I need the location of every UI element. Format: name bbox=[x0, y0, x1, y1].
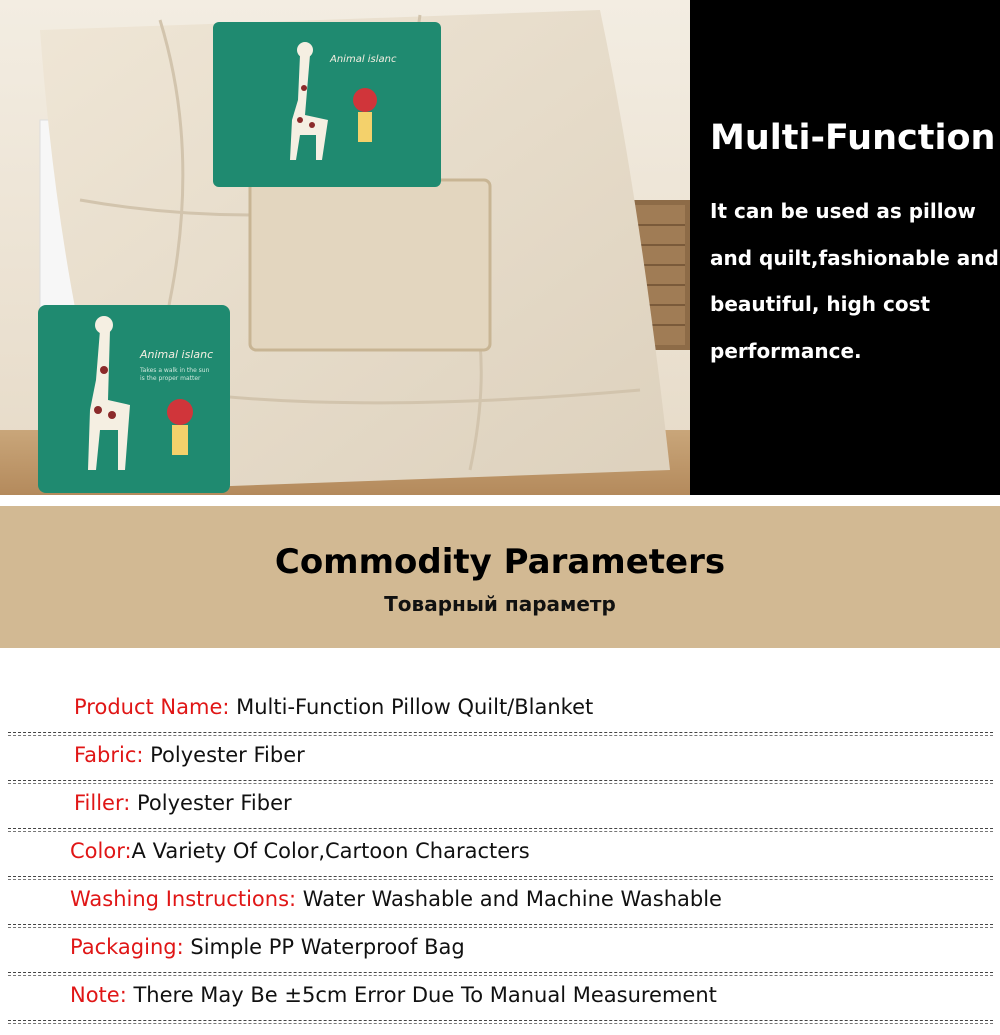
param-label: Note: bbox=[70, 983, 127, 1007]
param-label: Product Name: bbox=[74, 695, 230, 719]
cover-brand: Animal islanc bbox=[330, 54, 397, 65]
feature-line: performance. bbox=[710, 338, 862, 363]
param-label: Filler: bbox=[74, 791, 131, 815]
feature-line: beautiful, high cost bbox=[710, 292, 931, 316]
parameters-banner bbox=[0, 506, 1000, 648]
param-value: Simple PP Waterproof Bag bbox=[183, 935, 465, 959]
feature-line: and quilt,fashionable and bbox=[710, 245, 999, 270]
param-label: Packaging: bbox=[70, 935, 184, 959]
param-row-note bbox=[8, 973, 993, 1021]
feature-panel bbox=[690, 0, 1000, 495]
param-row-product-name bbox=[8, 685, 993, 733]
param-row-packaging bbox=[8, 925, 993, 973]
feature-description bbox=[710, 188, 1000, 374]
param-value: A Variety Of Color,Cartoon Characters bbox=[131, 839, 530, 863]
banner-title: Commodity Parameters bbox=[274, 542, 726, 582]
param-row-fabric bbox=[8, 733, 993, 781]
feature-title: Multi-Function bbox=[710, 118, 996, 158]
param-row-color bbox=[8, 829, 993, 877]
param-row-washing bbox=[8, 877, 993, 925]
param-value: Polyester Fiber bbox=[130, 791, 292, 815]
param-value: Polyester Fiber bbox=[143, 743, 305, 767]
pillow-brand: Animal islanc bbox=[140, 348, 214, 361]
param-label: Washing Instructions: bbox=[70, 887, 297, 911]
param-label: Fabric: bbox=[74, 743, 144, 767]
product-illustration bbox=[0, 0, 690, 495]
pillow-tagline-2: is the proper matter bbox=[140, 375, 201, 382]
param-row-filler bbox=[8, 781, 993, 829]
banner-subtitle: Товарный параметр bbox=[384, 592, 616, 616]
hero-section bbox=[0, 0, 1000, 495]
param-value: There May Be ±5cm Error Due To Manual Measurement bbox=[126, 983, 717, 1007]
param-label: Color: bbox=[70, 839, 132, 863]
feature-line: It can be used as pillow bbox=[710, 199, 976, 223]
param-value: Water Washable and Machine Washable bbox=[296, 887, 722, 911]
parameters-list bbox=[0, 685, 1000, 1021]
product-photo bbox=[0, 0, 690, 495]
pillow-tagline-1: Takes a walk in the sun bbox=[140, 367, 210, 374]
param-value: Multi-Function Pillow Quilt/Blanket bbox=[229, 695, 594, 719]
